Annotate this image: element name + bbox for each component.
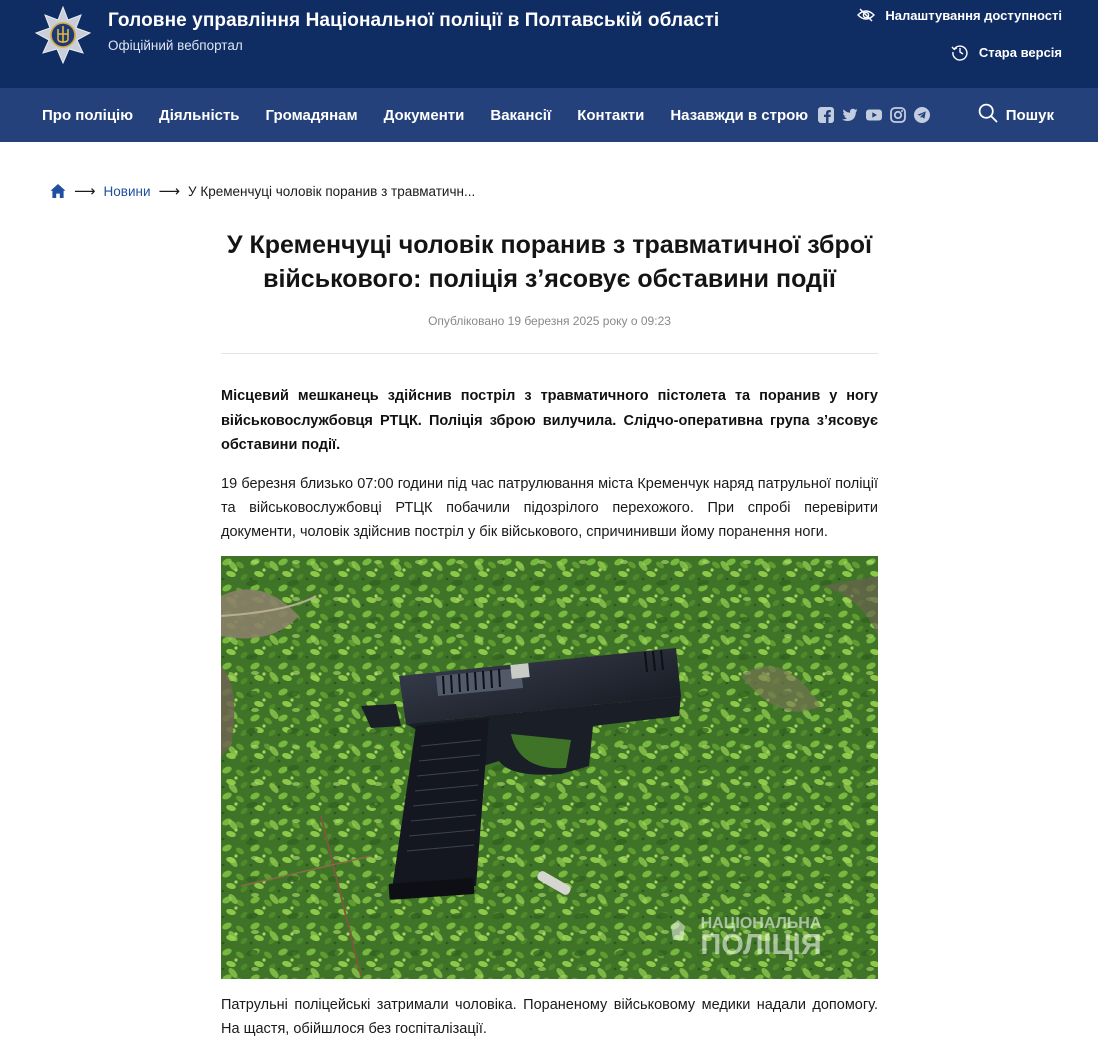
- accessibility-icon: [857, 7, 875, 23]
- breadcrumb-separator: ⟶: [74, 183, 96, 200]
- breadcrumb-current: У Кременчуці чоловік поранив з травматичн...: [188, 183, 476, 199]
- article-publish-date: Опубліковано 19 березня 2025 року о 09:23: [428, 314, 671, 328]
- nav-item-documents[interactable]: Документи: [383, 106, 465, 124]
- site-title[interactable]: Головне управління Національної поліції в Полтавській області: [108, 10, 720, 31]
- search-icon: [978, 103, 998, 127]
- facebook-icon[interactable]: [818, 107, 834, 123]
- telegram-icon[interactable]: [914, 107, 930, 123]
- article-photo[interactable]: [221, 556, 878, 979]
- article-title: У Кременчуці чоловік поранив з травматичної зброї військового: поліція з’ясовує обставини події: [226, 231, 873, 293]
- article-paragraph: 19 березня близько 07:00 години під час патрулювання міста Кременчук наряд патрульної поліції та військовослужбовці РТЦК побачили підозрілого перехожого. При спробі перевірити документи, чоловік здійснив постріл у бік військового, спричинивши йому поранення ноги.: [221, 475, 878, 540]
- police-star-emblem-icon[interactable]: [34, 6, 92, 64]
- breadcrumb: [50, 182, 475, 200]
- old-version-link[interactable]: [951, 43, 1062, 61]
- main-nav: [0, 88, 1098, 142]
- nav-item-citizens[interactable]: Громадянам: [265, 106, 358, 124]
- youtube-icon[interactable]: [866, 107, 882, 123]
- breadcrumb-separator: ⟶: [158, 183, 180, 200]
- twitter-icon[interactable]: [842, 107, 858, 123]
- article-paragraph: Патрульні поліцейські затримали чоловіка. Пораненому військовому медики надали допомогу. На щастя, обійшлося без госпіталізації.: [221, 996, 878, 1037]
- nav-item-contacts[interactable]: Контакти: [577, 106, 645, 124]
- instagram-icon[interactable]: [890, 107, 906, 123]
- search-button[interactable]: [978, 88, 1054, 142]
- accessibility-settings-link[interactable]: [857, 7, 1062, 23]
- history-icon: [951, 43, 969, 61]
- breadcrumb-news-link[interactable]: Новини: [103, 183, 151, 199]
- accessibility-label: Налаштування доступності: [885, 7, 1062, 23]
- site-header: [0, 0, 1098, 88]
- article: [221, 228, 878, 1041]
- nav-item-vacancies[interactable]: Вакансії: [490, 106, 552, 124]
- old-version-label: Стара версія: [978, 44, 1062, 60]
- search-label: Пошук: [1005, 106, 1054, 124]
- nav-item-forever-in-service[interactable]: Назавжди в строю: [670, 106, 809, 124]
- home-icon[interactable]: [50, 183, 66, 199]
- divider: [221, 353, 878, 354]
- watermark-top: НАЦІОНАЛЬНА: [700, 914, 822, 932]
- article-lead: Місцевий мешканець здійснив постріл з травматичного пістолета та поранив у ногу військовослужбовця РТЦК. Поліція зброю вилучила. Слідчо-оперативна група з’ясовує обставини події.: [221, 388, 878, 453]
- site-subtitle: Офіційний вебпортал: [108, 38, 243, 53]
- pistol-on-grass-image: [221, 556, 878, 979]
- nav-item-about[interactable]: Про поліцію: [42, 106, 134, 124]
- watermark-bottom: ПОЛІЦІЯ: [700, 928, 822, 961]
- social-links: [818, 88, 930, 142]
- nav-item-activity[interactable]: Діяльність: [159, 106, 240, 124]
- nav-menu: [42, 88, 808, 142]
